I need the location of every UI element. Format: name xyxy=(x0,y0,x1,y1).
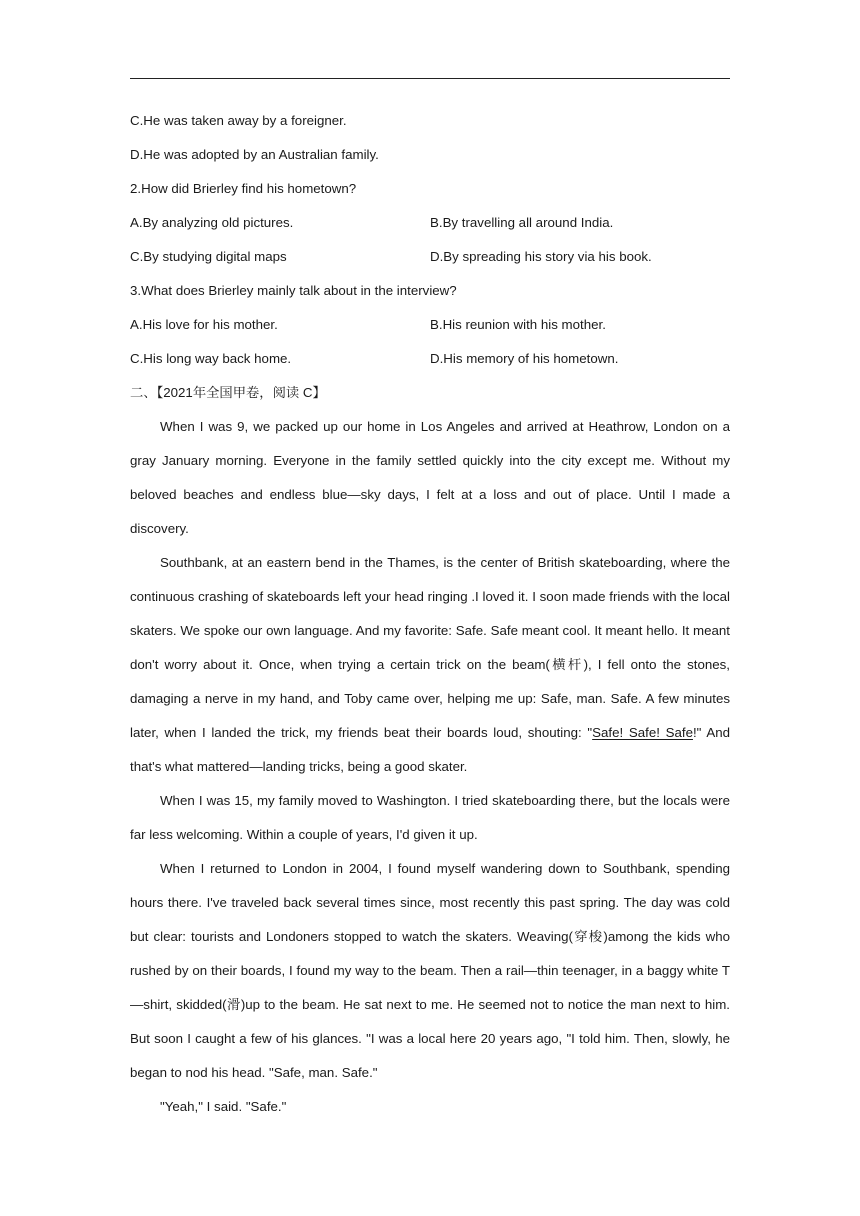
q3-options-row-2 xyxy=(130,342,730,376)
passage-paragraph-3: When I was 15, my family moved to Washington. I tried skateboarding there, but the locals were far less welcoming. Within a couple of years, I'd given it up. xyxy=(130,793,730,842)
header-rule xyxy=(130,78,730,79)
passage-paragraph-2-text-before: Southbank, at an eastern bend in the Thames, is the center of British skateboarding, where the continuous crashing of skateboards left your head ringing .I loved it. I soon made friends with the local skaters. We spoke our own language. And my favorite: Safe. Safe meant cool. It meant hello. It meant don't worry about it. Once, when trying a certain trick on the beam(横杆), I fell onto the stones, damaging a nerve in my hand, and Toby came over, helping me up: Safe, man. Safe. A few minutes later, when I landed the trick, my friends beat their boards loud, shouting: " xyxy=(130,555,730,740)
q3-option-d: D.His memory of his hometown. xyxy=(430,351,619,366)
underlined-phrase: Safe! Safe! Safe xyxy=(592,725,693,740)
q2-stem: 2.How did Brierley find his hometown? xyxy=(130,181,357,196)
q2-option-c: C.By studying digital maps xyxy=(130,249,287,264)
q1-option-c: C.He was taken away by a foreigner. xyxy=(130,113,347,128)
q2-option-d: D.By spreading his story via his book. xyxy=(430,249,652,264)
passage-paragraph-2-text-after: !" And that's what mattered—landing tricks, being a good skater. xyxy=(130,725,730,774)
q3-option-c: C.His long way back home. xyxy=(130,351,292,366)
passage-paragraph-1: When I was 9, we packed up our home in Los Angeles and arrived at Heathrow, London on a gray January morning. Everyone in the family settled quickly into the city except me. Without my beloved beaches and endless blue—sky days, I felt at a loss and out of place. Until I made a discovery. xyxy=(130,419,730,536)
q3-option-a: A.His love for his mother. xyxy=(130,317,278,332)
passage-paragraph-5: "Yeah," I said. "Safe." xyxy=(160,1099,287,1114)
passage-paragraph-2 xyxy=(130,546,730,784)
q3-stem: 3.What does Brierley mainly talk about in the interview? xyxy=(130,283,457,298)
q3-option-b: B.His reunion with his mother. xyxy=(430,317,606,332)
q2-option-b: B.By travelling all around India. xyxy=(430,215,614,230)
q1-option-d: D.He was adopted by an Australian family. xyxy=(130,147,379,162)
section-heading: 二、【2021年全国甲卷，阅读 C】 xyxy=(130,385,326,400)
q2-options-row-2 xyxy=(130,240,730,274)
q3-options-row-1 xyxy=(130,308,730,342)
passage-paragraph-4: When I returned to London in 2004, I found myself wandering down to Southbank, spending hours there. I've traveled back several times since, most recently this past spring. The day was cold but clear: tourists and Londoners stopped to watch the skaters. Weaving(穿梭)among the kids who rushed by on their boards, I found my way to the beam. Then a rail—thin teenager, in a baggy white T—shirt, skidded(滑)up to the beam. He sat next to me. He seemed not to notice the man next to him. But soon I caught a few of his glances. "I was a local here 20 years ago, "I told him. Then, slowly, he began to nod his head. "Safe, man. Safe." xyxy=(130,861,730,1080)
q2-options-row-1 xyxy=(130,206,730,240)
q2-option-a: A.By analyzing old pictures. xyxy=(130,215,294,230)
document-body xyxy=(130,104,730,1124)
